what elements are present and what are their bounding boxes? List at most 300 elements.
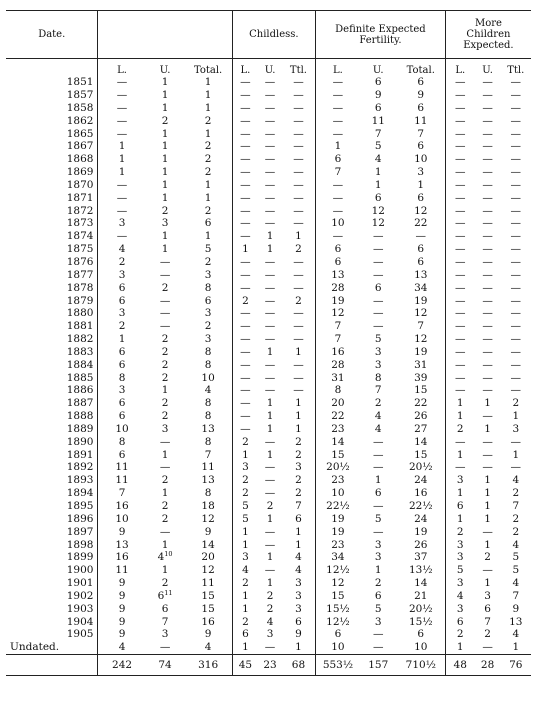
value-cell: 7 (316, 166, 360, 179)
value-cell: 11 (414, 114, 428, 127)
value-cell: — (373, 500, 384, 513)
value-cell: — (264, 487, 276, 500)
value-cell: 7 (374, 127, 382, 140)
subheader-u: U. (264, 65, 276, 76)
value-cell: — (232, 166, 258, 179)
value-cell: 1 (484, 577, 491, 590)
value-cell: 7 (417, 127, 425, 140)
value-cell: 6 (98, 397, 146, 410)
value-cell: 1 (266, 448, 274, 461)
value-cell: 2 (161, 281, 169, 294)
value-cell: 6 (417, 76, 425, 89)
value-cell: — (482, 166, 493, 179)
value-cell: 12 (371, 204, 385, 217)
subheader-total: Ttl. (289, 65, 307, 76)
date-cell: 1896 (66, 512, 94, 525)
value-cell: 23 (316, 474, 360, 487)
value-cell: 1 (161, 487, 169, 500)
value-cell: 3 (204, 268, 212, 281)
value-cell: 2 (98, 320, 146, 333)
value-cell: 1 (295, 230, 302, 243)
value-cell: 6 (98, 410, 146, 423)
value-cell: 1 (445, 641, 474, 654)
value-cell: 3 (98, 217, 146, 230)
value-cell: — (98, 230, 146, 243)
value-cell: 2 (161, 204, 169, 217)
value-cell: 12 (316, 577, 360, 590)
value-cell: — (98, 127, 146, 140)
value-cell: 26 (414, 410, 428, 423)
value-cell: 2 (445, 628, 474, 641)
value-cell: — (232, 192, 258, 205)
value-cell: 5 (512, 564, 520, 577)
value-cell: — (293, 307, 304, 320)
value-cell: 1 (266, 577, 274, 590)
value-cell: 2 (266, 500, 274, 513)
value-cell: — (510, 191, 522, 204)
table-row (6, 397, 531, 410)
value-cell: — (264, 178, 276, 191)
value-cell: — (293, 140, 304, 153)
total-cell: 48 (445, 654, 474, 675)
value-cell: 19 (316, 294, 360, 307)
date-cell: 1895 (66, 500, 94, 513)
value-cell: 23 (316, 538, 360, 551)
value-cell: — (264, 371, 276, 384)
value-cell: 8 (204, 281, 212, 294)
value-cell: 2 (374, 577, 382, 590)
value-cell: — (98, 89, 146, 102)
value-cell: 5 (232, 500, 258, 513)
table-row (6, 423, 531, 436)
value-cell: — (232, 307, 258, 320)
date-cell: 1884 (66, 358, 94, 371)
value-cell: 4 (512, 538, 520, 551)
value-cell: 24 (414, 512, 428, 525)
value-cell: 34 (414, 281, 428, 294)
value-cell: — (482, 307, 493, 320)
value-cell: — (159, 435, 171, 448)
value-cell: 5 (374, 333, 382, 346)
date-cell: 1881 (66, 320, 94, 333)
fertility-table (6, 10, 531, 676)
value-cell: 6 (98, 282, 146, 295)
value-cell: 1 (266, 512, 274, 525)
value-cell: 4 (98, 641, 146, 654)
value-cell: — (445, 346, 474, 359)
value-cell: 1 (266, 551, 274, 564)
value-cell: 2 (161, 512, 169, 525)
date-cell: 1890 (66, 435, 94, 448)
table-row (6, 538, 531, 551)
value-cell: — (445, 127, 474, 140)
value-cell: 1 (161, 191, 169, 204)
value-cell: — (264, 140, 276, 153)
header-line: Expected. (463, 40, 514, 51)
value-cell: 14 (414, 577, 428, 590)
value-cell: 4 (374, 410, 382, 423)
value-cell: 6 (374, 101, 382, 114)
total-cell: 242 (98, 654, 146, 675)
value-cell: 7 (374, 384, 382, 397)
value-cell: — (445, 192, 474, 205)
value-cell: — (293, 320, 304, 333)
value-cell: — (510, 371, 522, 384)
value-cell: — (482, 435, 493, 448)
date-header: Date. (6, 11, 98, 59)
table-row (6, 551, 531, 564)
value-cell: 6 (417, 101, 425, 114)
value-cell: 19 (414, 525, 428, 538)
value-cell: — (264, 101, 276, 114)
value-cell: — (264, 204, 276, 217)
value-cell: 1 (295, 345, 302, 358)
value-cell: 1 (484, 397, 491, 410)
value-cell: — (482, 641, 493, 654)
table-row (6, 384, 531, 397)
table-row (6, 461, 531, 474)
value-cell: 1 (295, 525, 302, 538)
date-cell: 1897 (66, 525, 94, 538)
subheader-total: Ttl. (507, 65, 525, 76)
table-row (6, 204, 531, 217)
childless-header: Childless. (232, 11, 315, 59)
value-cell: — (264, 358, 276, 371)
value-cell: 1 (161, 564, 169, 577)
value-cell: — (232, 102, 258, 115)
value-cell: 3 (445, 538, 474, 551)
value-cell: 19 (414, 345, 428, 358)
value-cell: 1 (161, 166, 169, 179)
value-cell: 4 (266, 615, 274, 628)
table-row (6, 346, 531, 359)
value-cell: 12 (201, 564, 215, 577)
value-cell: — (264, 525, 276, 538)
value-cell: 4 (295, 564, 302, 577)
value-cell: 2 (484, 628, 491, 641)
value-cell: 20½ (316, 461, 360, 474)
value-cell: — (159, 307, 171, 320)
value-cell: — (482, 140, 493, 153)
value-cell: 1 (161, 76, 169, 89)
value-cell: 1 (161, 127, 169, 140)
value-cell: 6 (316, 153, 360, 166)
value-cell: 1 (161, 140, 169, 153)
value-cell: 3 (445, 551, 474, 564)
value-cell: 1 (232, 448, 258, 461)
value-cell: 3 (204, 307, 212, 320)
value-cell: 4 (204, 641, 212, 654)
value-cell: 1 (232, 641, 258, 654)
value-cell: 1 (161, 384, 169, 397)
value-cell: 9 (98, 590, 146, 603)
value-cell: — (510, 101, 522, 114)
date-cell: 1889 (66, 422, 94, 435)
date-cell: 1888 (66, 410, 94, 423)
value-cell: — (232, 115, 258, 128)
value-cell: 1 (161, 178, 169, 191)
value-cell: — (264, 538, 276, 551)
value-cell: 1 (445, 448, 474, 461)
value-cell: 1 (232, 603, 258, 616)
value-cell: — (482, 191, 493, 204)
value-cell: 16 (414, 487, 428, 500)
value-cell: 2 (204, 320, 212, 333)
value-cell: 13 (316, 269, 360, 282)
value-cell: 2 (232, 487, 258, 500)
value-cell: 4 (512, 577, 520, 590)
value-cell: 2 (295, 294, 302, 307)
value-cell: 1 (161, 101, 169, 114)
value-cell: 1 (417, 178, 425, 191)
value-cell: — (293, 358, 304, 371)
value-cell: — (445, 217, 474, 230)
footnote-marker: 10 (164, 550, 173, 559)
value-cell: — (415, 230, 427, 243)
value-cell: 9 (98, 615, 146, 628)
value-cell: 11 (201, 461, 215, 474)
value-cell: — (293, 371, 304, 384)
value-cell: 13½ (408, 564, 433, 577)
value-cell: — (232, 230, 258, 243)
value-cell: 3 (98, 269, 146, 282)
value-cell: — (264, 191, 276, 204)
date-cell: 1891 (66, 448, 94, 461)
date-cell: 1885 (66, 371, 94, 384)
value-cell: 15 (316, 590, 360, 603)
date-cell: 1894 (66, 487, 94, 500)
value-cell: $6^{11}$ (157, 588, 173, 602)
value-cell: — (482, 230, 493, 243)
value-cell: 6 (417, 243, 425, 256)
value-cell: — (232, 384, 258, 397)
value-cell: — (445, 166, 474, 179)
value-cell: — (98, 179, 146, 192)
value-cell: — (293, 127, 304, 140)
value-cell: 2 (161, 358, 169, 371)
value-cell: 10 (98, 513, 146, 526)
value-cell: 6 (374, 76, 382, 89)
value-cell: — (510, 281, 522, 294)
value-cell: 13 (201, 474, 215, 487)
value-cell: 10 (414, 641, 428, 654)
table-row (6, 628, 531, 641)
value-cell: 21 (414, 589, 428, 602)
value-cell: 9 (417, 89, 425, 102)
subheader-total: Total. (406, 65, 435, 76)
value-cell: 8 (204, 487, 212, 500)
value-cell: — (232, 282, 258, 295)
value-cell: — (232, 371, 258, 384)
value-cell: 6 (98, 294, 146, 307)
value-cell: 8 (204, 345, 212, 358)
value-cell: — (510, 255, 522, 268)
value-cell: — (445, 243, 474, 256)
value-cell: — (316, 115, 360, 128)
date-cell: 1867 (66, 140, 94, 153)
value-cell: 1 (484, 538, 491, 551)
table-row (6, 153, 531, 166)
value-cell: 1 (232, 526, 258, 539)
date-cell: 1875 (66, 243, 94, 256)
value-cell: 3 (295, 589, 302, 602)
value-cell: — (373, 243, 384, 256)
date-cell: 1886 (66, 384, 94, 397)
date-cell: 1903 (66, 602, 94, 615)
value-cell: — (264, 461, 276, 474)
value-cell: 2 (232, 436, 258, 449)
value-cell: 15½ (408, 615, 433, 628)
value-cell: 22 (414, 217, 428, 230)
value-cell: — (293, 217, 304, 230)
value-cell: 1 (232, 243, 258, 256)
value-cell: — (159, 255, 171, 268)
table-row (6, 436, 531, 449)
value-cell: 8 (204, 397, 212, 410)
value-cell: — (264, 89, 276, 102)
date-cell: Undated. (10, 641, 60, 654)
value-cell: — (482, 448, 493, 461)
value-cell: — (482, 268, 493, 281)
value-cell: 1 (445, 397, 474, 410)
value-cell: 7 (316, 320, 360, 333)
value-cell: 2 (161, 333, 169, 346)
value-cell: 7 (316, 333, 360, 346)
date-cell: 1899 (66, 551, 94, 564)
value-cell: — (316, 102, 360, 115)
value-cell: 1 (161, 230, 169, 243)
value-cell: 2 (266, 589, 274, 602)
header-line: Children (466, 29, 511, 40)
value-cell: 9 (98, 603, 146, 616)
value-cell: — (98, 115, 146, 128)
value-cell: 13 (98, 538, 146, 551)
value-cell: — (293, 76, 304, 89)
value-cell: 1 (266, 410, 274, 423)
value-cell: 1 (266, 397, 274, 410)
value-cell: — (482, 127, 493, 140)
value-cell: — (232, 346, 258, 359)
value-cell: 1 (374, 564, 382, 577)
value-cell: — (232, 269, 258, 282)
value-cell: 31 (414, 358, 428, 371)
value-cell: 7 (512, 500, 520, 513)
value-cell: — (159, 320, 171, 333)
value-cell: — (316, 89, 360, 102)
value-cell: 1 (484, 474, 491, 487)
value-cell: 2 (98, 256, 146, 269)
value-cell: 2 (232, 615, 258, 628)
value-cell: 6 (445, 615, 474, 628)
value-cell: 12½ (316, 615, 360, 628)
date-cell: 1880 (66, 307, 94, 320)
total-cell: 553½ (316, 654, 360, 675)
value-cell: — (445, 179, 474, 192)
value-cell: 12 (414, 204, 428, 217)
table-row (6, 179, 531, 192)
value-cell: 13 (509, 615, 523, 628)
table-row (6, 230, 531, 243)
value-cell: 2 (161, 397, 169, 410)
value-cell: — (510, 461, 522, 474)
date-cell: 1892 (66, 461, 94, 474)
value-cell: — (445, 307, 474, 320)
table-row (6, 307, 531, 320)
table-row (6, 282, 531, 295)
value-cell: — (293, 255, 304, 268)
date-cell: 1858 (66, 101, 94, 114)
value-cell: — (510, 320, 522, 333)
value-cell: — (482, 333, 493, 346)
value-cell: — (445, 76, 474, 89)
value-cell: 10 (316, 217, 360, 230)
value-cell: 15 (316, 448, 360, 461)
value-cell: 6 (417, 140, 425, 153)
value-cell: 1 (484, 487, 491, 500)
table-row (6, 243, 531, 256)
value-cell: — (482, 255, 493, 268)
value-cell: 6 (98, 448, 146, 461)
value-cell: 6 (232, 628, 258, 641)
value-cell: 4 (512, 474, 520, 487)
value-cell: 3 (417, 166, 425, 179)
table-row (6, 448, 531, 461)
value-cell: 6 (98, 346, 146, 359)
value-cell: 1 (204, 89, 212, 102)
value-cell: — (482, 564, 493, 577)
total-cell: 710½ (397, 654, 446, 675)
value-cell: 3 (374, 345, 382, 358)
value-cell: — (373, 268, 384, 281)
value-cell: — (159, 461, 171, 474)
value-cell: 1 (374, 166, 382, 179)
table-row (6, 140, 531, 153)
value-cell: — (482, 217, 493, 230)
value-cell: 3 (98, 307, 146, 320)
value-cell: 1 (98, 333, 146, 346)
value-cell: — (232, 256, 258, 269)
value-cell: 6 (316, 243, 360, 256)
table-row (6, 89, 531, 102)
date-cell: 1882 (66, 333, 94, 346)
value-cell: — (264, 153, 276, 166)
value-cell: 2 (266, 602, 274, 615)
value-cell: — (232, 217, 258, 230)
value-cell: 11 (371, 114, 385, 127)
value-cell: 20 (201, 551, 215, 564)
value-cell: 12 (414, 307, 428, 320)
value-cell: 10 (316, 487, 360, 500)
value-cell: — (316, 179, 360, 192)
value-cell: 9 (98, 526, 146, 539)
value-cell: — (293, 101, 304, 114)
value-cell: — (232, 140, 258, 153)
value-cell: 8 (374, 371, 382, 384)
value-cell: — (510, 204, 522, 217)
value-cell: — (482, 371, 493, 384)
date-cell: 1900 (66, 564, 94, 577)
value-cell: — (373, 320, 384, 333)
value-cell: — (232, 397, 258, 410)
value-cell: 7 (417, 320, 425, 333)
date-cell: 1870 (66, 178, 94, 191)
value-cell: 3 (98, 384, 146, 397)
value-cell: 3 (484, 589, 491, 602)
value-cell: 6 (374, 487, 382, 500)
value-cell: 1 (204, 230, 212, 243)
value-cell: 4 (295, 551, 302, 564)
date-cell: 1873 (66, 217, 94, 230)
